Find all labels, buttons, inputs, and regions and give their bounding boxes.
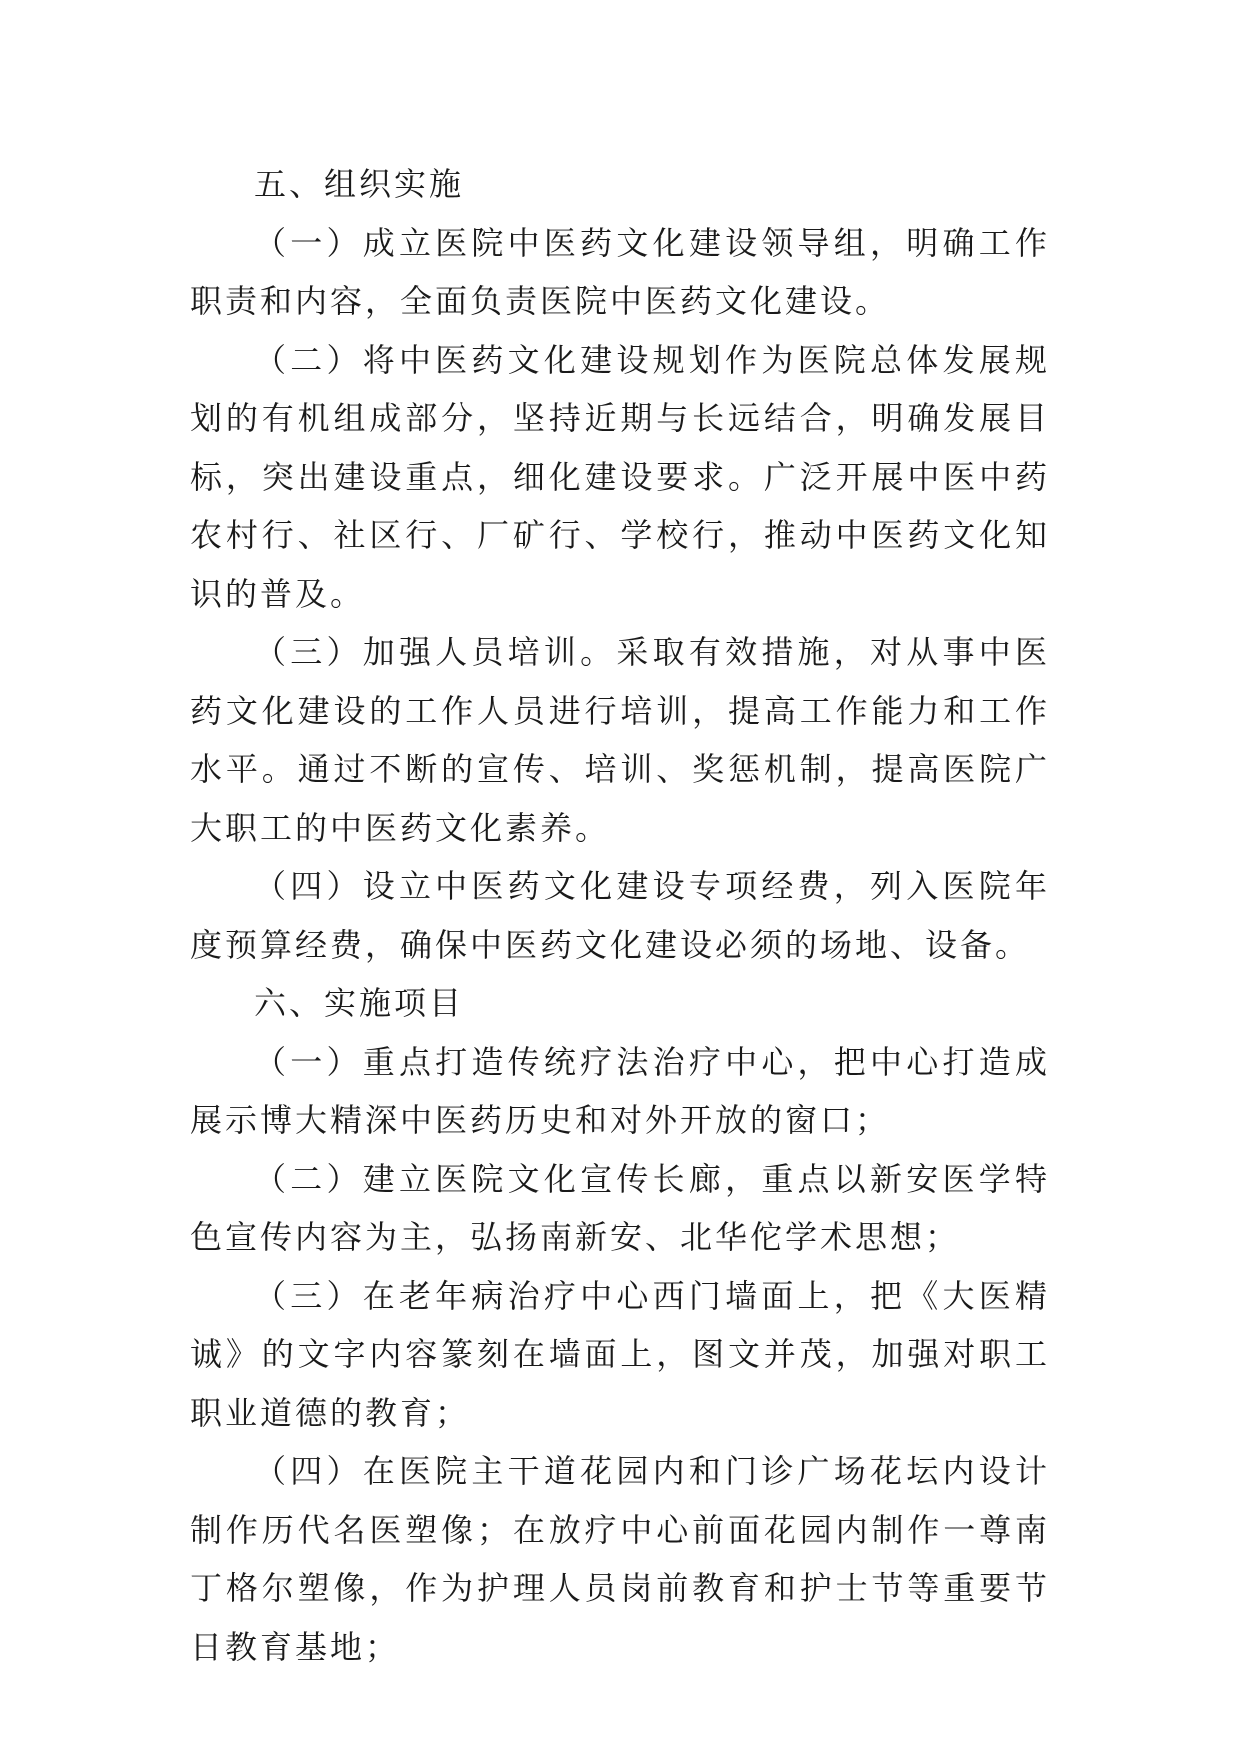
paragraph-training: （三）加强人员培训。采取有效措施，对从事中医药文化建设的工作人员进行培训，提高工作能力和工作水平。通过不断的宣传、培训、奖惩机制，提高医院广大职工的中医药文化素养。 [190,633,1050,847]
paragraph-planning: （二）将中医药文化建设规划作为医院总体发展规划的有机组成部分，坚持近期与长远结合，明确发展目标，突出建设重点，细化建设要求。广泛开展中医中药农村行、社区行、厂矿行、学校行，推动中医药文化知识的普及。 [190,340,1050,613]
paragraph-therapy-center: （一）重点打造传统疗法治疗中心，把中心打造成展示博大精深中医药历史和对外开放的窗口； [190,1042,1050,1139]
paragraph-statues: （四）在医院主干道花园内和门诊广场花坛内设计制作历代名医塑像；在放疗中心前面花园内制作一尊南丁格尔塑像，作为护理人员岗前教育和护士节等重要节日教育基地； [190,1452,1050,1666]
paragraph-wall-inscription: （三）在老年病治疗中心西门墙面上，把《大医精诚》的文字内容篆刻在墙面上，图文并茂，加强对职工职业道德的教育； [190,1276,1050,1432]
paragraph-leadership-group: （一）成立医院中医药文化建设领导组，明确工作职责和内容，全面负责医院中医药文化建设。 [190,223,1050,320]
section-heading-projects: 六、实施项目 [254,984,465,1022]
paragraph-culture-corridor: （二）建立医院文化宣传长廊，重点以新安医学特色宣传内容为主，弘扬南新安、北华佗学术思想； [190,1159,1050,1256]
paragraph-funding: （四）设立中医药文化建设专项经费，列入医院年度预算经费，确保中医药文化建设必须的场地、设备。 [190,867,1050,964]
document-body [190,155,1050,1676]
section-heading-organization: 五、组织实施 [254,165,465,203]
